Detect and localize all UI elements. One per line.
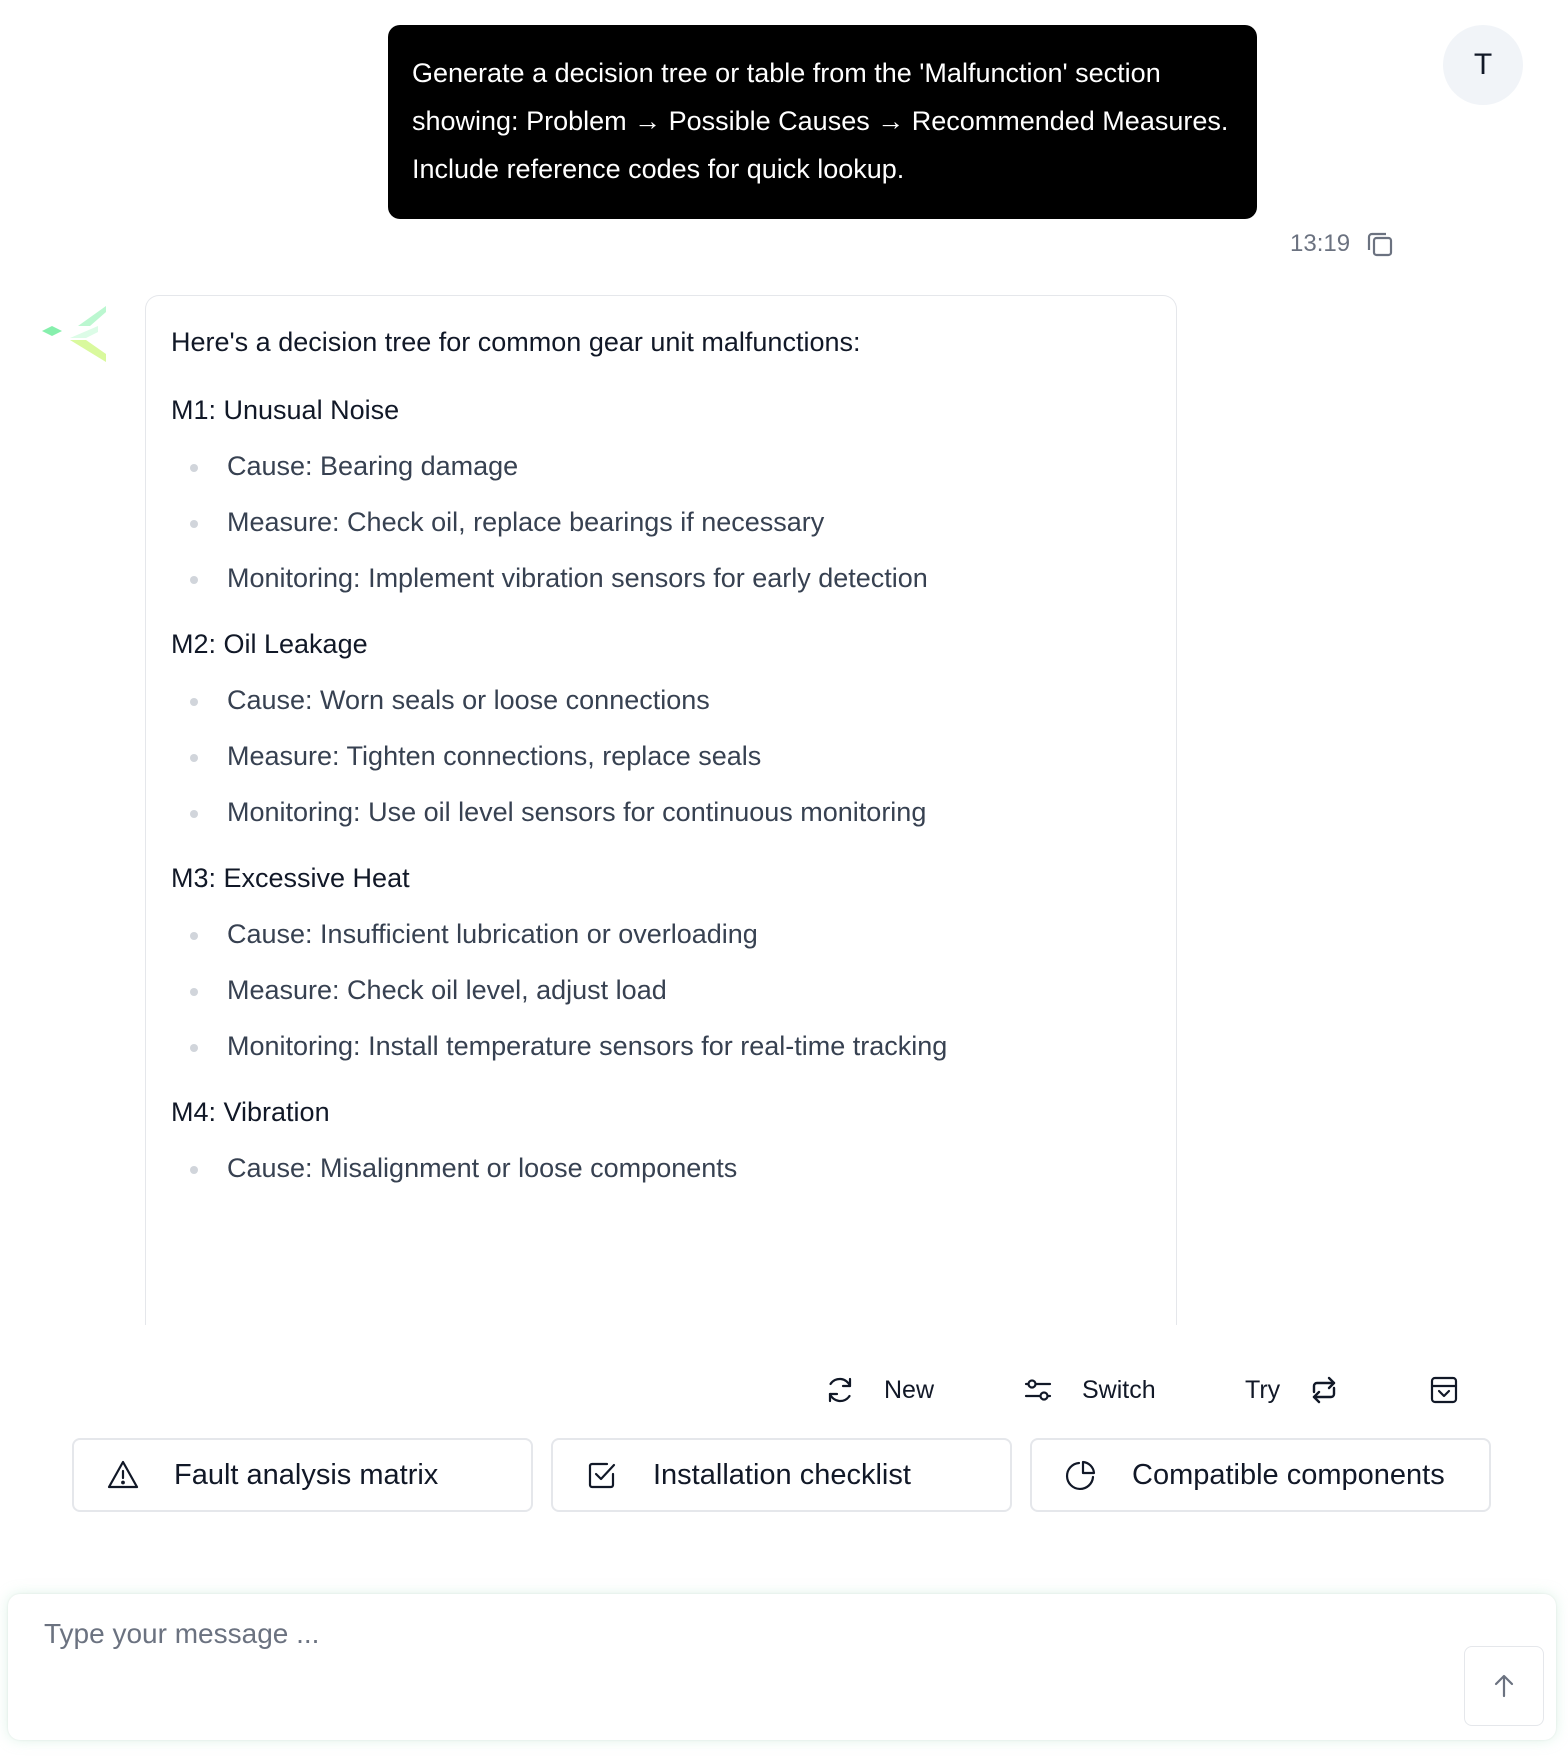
suggestion-label: Fault analysis matrix: [174, 1458, 439, 1491]
list-item: Cause: Misalignment or loose components: [171, 1150, 1152, 1186]
try-button[interactable]: [1245, 1360, 1340, 1420]
assistant-logo-icon: [42, 298, 114, 370]
section-title: M4: Vibration: [171, 1097, 330, 1127]
send-button[interactable]: [1464, 1646, 1544, 1726]
message-timestamp: 13:19: [1290, 230, 1351, 257]
avatar-initial: T: [1473, 48, 1493, 81]
suggestion-label: Installation checklist: [653, 1458, 911, 1491]
bullet-list: [171, 1150, 1152, 1186]
message-meta: [1290, 228, 1396, 260]
download-box-icon: [1428, 1374, 1460, 1406]
new-button[interactable]: [824, 1360, 934, 1420]
bullet-list: [171, 682, 1152, 830]
bullet-list: [171, 448, 1152, 596]
user-message-bubble: [388, 25, 1257, 219]
user-message-text: Generate a decision tree or table from the 'Malfunction' section showing: Problem → Possible Causes → Recommended Measures. Include reference codes for quick lookup.: [412, 58, 1229, 184]
list-item: Cause: Bearing damage: [171, 448, 1152, 484]
message-composer: [8, 1594, 1556, 1740]
repeat-icon: [1308, 1374, 1340, 1406]
switch-button[interactable]: [1022, 1360, 1156, 1420]
message-actions: [0, 1360, 1568, 1420]
list-item: Measure: Tighten connections, replace seals: [171, 738, 1152, 774]
bullet-list: [171, 916, 1152, 1064]
section-title: M3: Excessive Heat: [171, 863, 410, 893]
new-label: New: [884, 1375, 935, 1404]
switch-label: Switch: [1082, 1375, 1156, 1404]
save-button[interactable]: [1428, 1360, 1460, 1420]
pie-chart-icon: [1064, 1458, 1098, 1492]
suggestion-label: Compatible components: [1132, 1458, 1445, 1491]
list-item: Cause: Worn seals or loose connections: [171, 682, 1152, 718]
try-label: Try: [1245, 1375, 1281, 1404]
section-title: M1: Unusual Noise: [171, 395, 400, 425]
avatar[interactable]: [1443, 25, 1523, 105]
arrow-up-icon: [1489, 1671, 1519, 1701]
list-item: Measure: Check oil, replace bearings if necessary: [171, 504, 1152, 540]
suggestion-fault-analysis[interactable]: [72, 1438, 533, 1512]
list-item: Monitoring: Use oil level sensors for continuous monitoring: [171, 794, 1152, 830]
warning-icon: [106, 1458, 140, 1492]
list-item: Monitoring: Install temperature sensors for real-time tracking: [171, 1028, 1152, 1064]
sliders-icon: [1022, 1374, 1054, 1406]
list-item: Monitoring: Implement vibration sensors for early detection: [171, 560, 1152, 596]
list-item: Cause: Insufficient lubrication or overloading: [171, 916, 1152, 952]
assistant-message-card: [145, 295, 1177, 1325]
checkbox-icon: [585, 1458, 619, 1492]
section-title: M2: Oil Leakage: [171, 629, 368, 659]
list-item: Measure: Check oil level, adjust load: [171, 972, 1152, 1008]
suggestion-installation-checklist[interactable]: [551, 1438, 1012, 1512]
message-input[interactable]: [44, 1616, 1424, 1706]
refresh-icon: [824, 1374, 856, 1406]
assistant-intro: Here's a decision tree for common gear unit malfunctions:: [171, 327, 861, 357]
suggestion-compatible-components[interactable]: [1030, 1438, 1491, 1512]
copy-icon[interactable]: [1364, 228, 1396, 260]
